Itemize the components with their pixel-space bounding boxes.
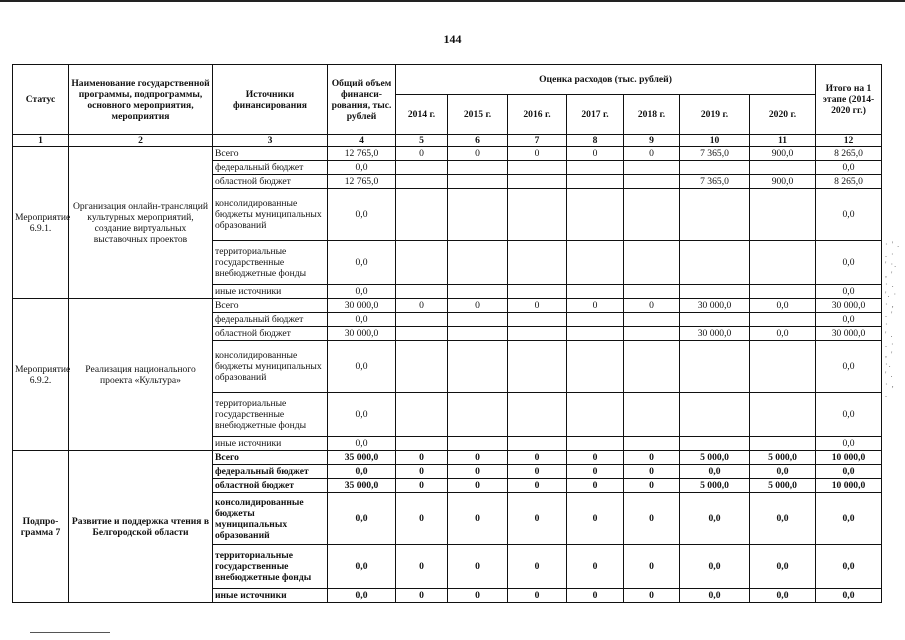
amount-cell (396, 189, 448, 241)
amount-cell (624, 327, 680, 341)
amount-cell (750, 393, 816, 437)
amount-cell (508, 341, 567, 393)
amount-cell (624, 437, 680, 451)
amount-cell (680, 189, 750, 241)
amount-cell: 0 (567, 299, 624, 313)
amount-cell: 0,0 (816, 161, 882, 175)
table-row (13, 147, 882, 161)
amount-cell: 0,0 (328, 285, 396, 299)
amount-cell (567, 341, 624, 393)
column-number: 11 (750, 135, 816, 147)
amount-cell (448, 241, 508, 285)
amount-cell: 0 (567, 589, 624, 603)
amount-cell (567, 285, 624, 299)
amount-cell (624, 285, 680, 299)
header-year: 2017 г. (567, 95, 624, 135)
amount-cell: 0,0 (816, 241, 882, 285)
amount-cell (396, 285, 448, 299)
amount-cell: 0,0 (816, 493, 882, 545)
row-program-name: Организация онлайн-трансляций культурных мероприятий, создание виртуальных выставочных проектов (69, 147, 213, 299)
amount-cell (508, 285, 567, 299)
amount-cell: 0,0 (328, 465, 396, 479)
column-number: 8 (567, 135, 624, 147)
amount-cell: 0 (396, 299, 448, 313)
amount-cell (750, 241, 816, 285)
amount-cell (624, 161, 680, 175)
amount-cell (750, 341, 816, 393)
funding-source: иные источники (213, 437, 328, 451)
amount-cell (567, 175, 624, 189)
amount-cell (508, 327, 567, 341)
amount-cell (508, 175, 567, 189)
header-name: Наименование государственной программы, подпрограммы, основного мероприятия, мероприятия (69, 65, 213, 135)
amount-cell: 7 365,0 (680, 147, 750, 161)
amount-cell: 0,0 (328, 393, 396, 437)
amount-cell (396, 327, 448, 341)
amount-cell (448, 437, 508, 451)
column-number: 9 (624, 135, 680, 147)
column-number: 3 (213, 135, 328, 147)
amount-cell (567, 161, 624, 175)
amount-cell (396, 161, 448, 175)
amount-cell (750, 161, 816, 175)
amount-cell: 10 000,0 (816, 451, 882, 465)
amount-cell (680, 241, 750, 285)
amount-cell (624, 175, 680, 189)
amount-cell: 0 (624, 545, 680, 589)
amount-cell: 0 (396, 147, 448, 161)
amount-cell: 0 (567, 465, 624, 479)
amount-cell (624, 313, 680, 327)
funding-source: областной бюджет (213, 327, 328, 341)
amount-cell: 0,0 (816, 313, 882, 327)
funding-source: консолидированные бюджеты муниципальных образований (213, 493, 328, 545)
amount-cell: 30 000,0 (328, 327, 396, 341)
funding-source: федеральный бюджет (213, 465, 328, 479)
amount-cell (624, 241, 680, 285)
amount-cell: 0 (624, 147, 680, 161)
amount-cell (567, 327, 624, 341)
amount-cell: 0 (567, 147, 624, 161)
amount-cell (750, 285, 816, 299)
amount-cell: 0 (396, 479, 448, 493)
amount-cell: 0 (624, 493, 680, 545)
amount-cell (624, 393, 680, 437)
amount-cell (508, 189, 567, 241)
budget-table (12, 64, 882, 603)
column-number: 12 (816, 135, 882, 147)
amount-cell: 12 765,0 (328, 175, 396, 189)
table-header (13, 65, 882, 147)
column-number: 7 (508, 135, 567, 147)
amount-cell: 0 (396, 545, 448, 589)
header-year: 2020 г. (750, 95, 816, 135)
amount-cell: 0 (448, 147, 508, 161)
amount-cell (448, 189, 508, 241)
amount-cell: 0 (624, 465, 680, 479)
amount-cell: 0 (567, 479, 624, 493)
amount-cell: 0 (448, 451, 508, 465)
amount-cell: 0,0 (680, 493, 750, 545)
row-status: Мероприятие 6.9.1. (13, 147, 69, 299)
amount-cell (567, 437, 624, 451)
amount-cell: 0,0 (750, 589, 816, 603)
amount-cell: 0,0 (328, 545, 396, 589)
amount-cell (567, 189, 624, 241)
amount-cell: 5 000,0 (680, 479, 750, 493)
amount-cell: 0 (448, 589, 508, 603)
amount-cell: 0,0 (328, 189, 396, 241)
funding-source: иные источники (213, 589, 328, 603)
amount-cell: 0,0 (816, 465, 882, 479)
amount-cell (448, 313, 508, 327)
amount-cell (567, 393, 624, 437)
amount-cell: 12 765,0 (328, 147, 396, 161)
amount-cell (680, 161, 750, 175)
amount-cell (448, 285, 508, 299)
page-number: 144 (443, 32, 462, 46)
amount-cell: 7 365,0 (680, 175, 750, 189)
footer-rule (30, 632, 110, 633)
amount-cell: 0,0 (816, 341, 882, 393)
amount-cell (680, 285, 750, 299)
amount-cell: 0,0 (680, 465, 750, 479)
amount-cell: 35 000,0 (328, 451, 396, 465)
amount-cell: 10 000,0 (816, 479, 882, 493)
amount-cell: 0,0 (750, 545, 816, 589)
row-status: Мероприятие 6.9.2. (13, 299, 69, 451)
amount-cell: 0,0 (816, 437, 882, 451)
amount-cell: 0 (508, 147, 567, 161)
amount-cell: 30 000,0 (328, 299, 396, 313)
header-total: Общий объем финанси-рования, тыс. рублей (328, 65, 396, 135)
amount-cell: 0 (624, 589, 680, 603)
column-number: 4 (328, 135, 396, 147)
funding-source: Всего (213, 299, 328, 313)
header-year: 2016 г. (508, 95, 567, 135)
funding-source: территориальные государственные внебюджетные фонды (213, 393, 328, 437)
amount-cell: 0 (508, 299, 567, 313)
amount-cell (396, 393, 448, 437)
amount-cell: 0,0 (816, 589, 882, 603)
amount-cell (624, 341, 680, 393)
amount-cell (567, 241, 624, 285)
amount-cell (396, 437, 448, 451)
amount-cell: 0,0 (750, 465, 816, 479)
amount-cell: 0,0 (328, 341, 396, 393)
amount-cell (680, 313, 750, 327)
amount-cell: 0 (567, 545, 624, 589)
amount-cell: 0 (448, 479, 508, 493)
amount-cell (508, 393, 567, 437)
funding-source: областной бюджет (213, 479, 328, 493)
amount-cell: 8 265,0 (816, 175, 882, 189)
amount-cell (448, 161, 508, 175)
funding-source: территориальные государственные внебюджетные фонды (213, 241, 328, 285)
amount-cell: 0 (624, 451, 680, 465)
amount-cell: 900,0 (750, 147, 816, 161)
amount-cell (680, 437, 750, 451)
amount-cell: 30 000,0 (816, 299, 882, 313)
amount-cell: 0,0 (328, 437, 396, 451)
amount-cell: 0,0 (750, 327, 816, 341)
amount-cell: 0,0 (328, 493, 396, 545)
amount-cell: 0 (396, 465, 448, 479)
amount-cell: 30 000,0 (680, 327, 750, 341)
amount-cell: 0 (567, 493, 624, 545)
amount-cell: 0 (448, 493, 508, 545)
row-program-name: Реализация национального проекта «Культура» (69, 299, 213, 451)
amount-cell: 0,0 (680, 545, 750, 589)
amount-cell (508, 313, 567, 327)
amount-cell (448, 175, 508, 189)
amount-cell: 0,0 (750, 493, 816, 545)
column-numbers-row (13, 135, 882, 147)
amount-cell: 0 (508, 479, 567, 493)
header-status: Статус (13, 65, 69, 135)
funding-source: иные источники (213, 285, 328, 299)
scan-noise-marks: · ' . . · ' ·. , ' · . '. · · , . ' · ' . . · , ' ·. ' . · , . (885, 240, 901, 399)
column-number: 2 (69, 135, 213, 147)
amount-cell: 0,0 (680, 589, 750, 603)
amount-cell: 0 (508, 451, 567, 465)
scan-top-edge (0, 0, 905, 2)
amount-cell (448, 393, 508, 437)
amount-cell: 5 000,0 (750, 479, 816, 493)
amount-cell (680, 393, 750, 437)
amount-cell: 0 (508, 493, 567, 545)
amount-cell (448, 327, 508, 341)
header-year: 2014 г. (396, 95, 448, 135)
header-estimate: Оценка расходов (тыс. рублей) (396, 65, 816, 95)
funding-source: федеральный бюджет (213, 161, 328, 175)
amount-cell: 0,0 (328, 241, 396, 285)
column-number: 1 (13, 135, 69, 147)
funding-source: федеральный бюджет (213, 313, 328, 327)
funding-source: консолидированные бюджеты муниципальных образований (213, 189, 328, 241)
amount-cell (448, 341, 508, 393)
amount-cell: 0,0 (816, 393, 882, 437)
column-number: 10 (680, 135, 750, 147)
amount-cell: 5 000,0 (750, 451, 816, 465)
column-number: 6 (448, 135, 508, 147)
funding-source: территориальные государственные внебюджетные фонды (213, 545, 328, 589)
amount-cell (750, 437, 816, 451)
amount-cell (396, 175, 448, 189)
amount-cell: 0 (396, 493, 448, 545)
funding-source: Всего (213, 147, 328, 161)
table-row (13, 451, 882, 465)
column-number: 5 (396, 135, 448, 147)
amount-cell: 5 000,0 (680, 451, 750, 465)
amount-cell (508, 241, 567, 285)
amount-cell: 0,0 (750, 299, 816, 313)
amount-cell: 35 000,0 (328, 479, 396, 493)
amount-cell: 0 (448, 299, 508, 313)
amount-cell: 900,0 (750, 175, 816, 189)
amount-cell: 0 (448, 465, 508, 479)
amount-cell: 0 (508, 589, 567, 603)
table-row (13, 299, 882, 313)
amount-cell: 0,0 (816, 545, 882, 589)
row-program-name: Развитие и поддержка чтения в Белгородской области (69, 451, 213, 603)
amount-cell: 30 000,0 (680, 299, 750, 313)
header-year: 2019 г. (680, 95, 750, 135)
amount-cell: 0 (508, 465, 567, 479)
amount-cell: 0,0 (328, 313, 396, 327)
amount-cell (508, 437, 567, 451)
funding-source: Всего (213, 451, 328, 465)
funding-source: областной бюджет (213, 175, 328, 189)
amount-cell (567, 313, 624, 327)
amount-cell: 0 (624, 479, 680, 493)
amount-cell: 0,0 (816, 285, 882, 299)
amount-cell (396, 241, 448, 285)
header-year: 2018 г. (624, 95, 680, 135)
amount-cell: 0 (448, 545, 508, 589)
amount-cell: 0 (508, 545, 567, 589)
amount-cell (508, 161, 567, 175)
amount-cell: 0 (567, 451, 624, 465)
amount-cell (750, 313, 816, 327)
amount-cell: 0,0 (816, 189, 882, 241)
header-year: 2015 г. (448, 95, 508, 135)
amount-cell: 0,0 (328, 161, 396, 175)
amount-cell (750, 189, 816, 241)
amount-cell: 0 (396, 451, 448, 465)
funding-source: консолидированные бюджеты муниципальных образований (213, 341, 328, 393)
amount-cell: 0 (624, 299, 680, 313)
row-status: Подпро-грамма 7 (13, 451, 69, 603)
header-sources: Источники финансирования (213, 65, 328, 135)
amount-cell: 8 265,0 (816, 147, 882, 161)
table-body (13, 147, 882, 603)
header-stage-total: Итого на 1 этапе (2014-2020 гг.) (816, 65, 882, 135)
amount-cell (680, 341, 750, 393)
amount-cell: 0 (396, 589, 448, 603)
amount-cell: 0,0 (328, 589, 396, 603)
amount-cell: 30 000,0 (816, 327, 882, 341)
amount-cell (396, 341, 448, 393)
amount-cell (396, 313, 448, 327)
amount-cell (624, 189, 680, 241)
